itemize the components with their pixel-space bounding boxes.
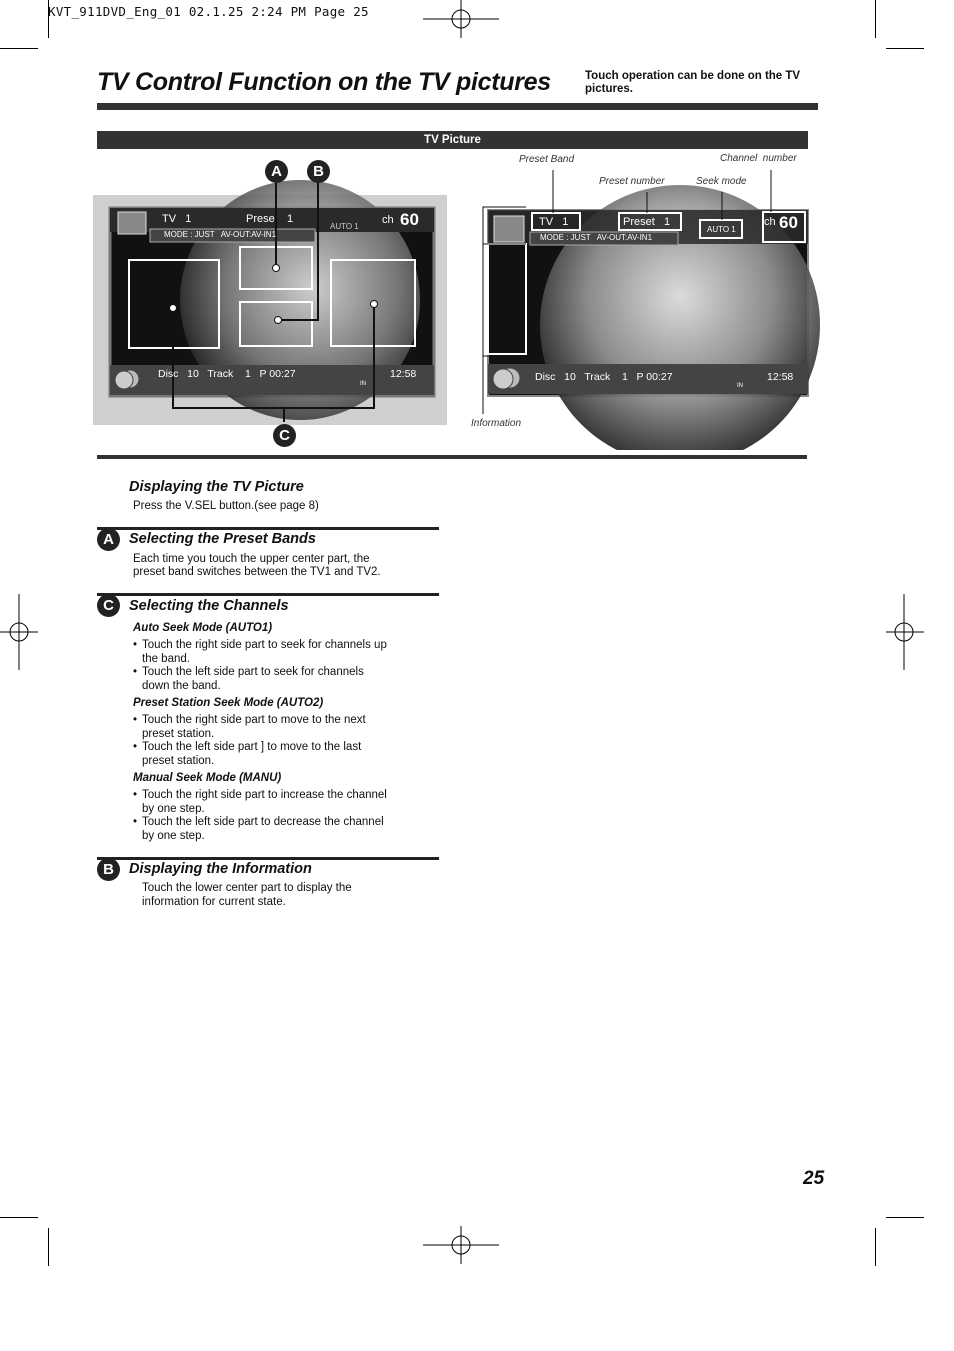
subheading-manu: Manual Seek Mode (MANU) [133, 772, 282, 784]
label-information: Information [471, 418, 522, 429]
right-ch: ch [764, 216, 776, 228]
left-info: Disc 10 Track 1 P 00:27 [158, 368, 296, 380]
bullet-auto2-2-cont: preset station. [142, 755, 215, 767]
bullet-auto1-1: • Touch the right side part to seek for channels up [133, 639, 387, 651]
right-preset: Preset 1 [623, 216, 671, 228]
badge-b: B [97, 858, 120, 881]
section-rule-info [97, 857, 439, 860]
bullet-manu-1: • Touch the right side part to increase the channel [133, 789, 387, 801]
bullet-manu-2-cont: by one step. [142, 830, 205, 842]
text-info-1: Touch the lower center part to display the [142, 882, 352, 894]
bullet-auto1-1-cont: the band. [142, 653, 190, 665]
right-mode: MODE : JUST AV-OUT:AV-IN1 [540, 233, 653, 242]
figure-rule [97, 455, 807, 459]
left-preset: Prese 1 [246, 213, 294, 225]
bullet-auto2-2: • Touch the left side part ] to move to the last [133, 741, 362, 753]
left-in: IN [360, 381, 366, 387]
bullet-auto1-2-cont: down the band. [142, 680, 221, 692]
section-rule-preset [97, 527, 439, 530]
print-header: KVT_911DVD_Eng_01 02.1.25 2:24 PM Page 25 [48, 4, 369, 19]
tv-figure [0, 150, 954, 450]
label-channel-number: Channel number [720, 153, 797, 164]
heading-selecting-channels: Selecting the Channels [129, 598, 289, 614]
left-tv-band: TV 1 [162, 213, 192, 225]
left-seek-mode: AUTO 1 [330, 222, 359, 231]
text-info-2: information for current state. [142, 896, 286, 908]
right-tv-band: TV 1 [539, 216, 569, 228]
bullet-auto1-2: • Touch the left side part to seek for channels [133, 666, 364, 678]
right-in: IN [737, 383, 743, 389]
figure-badge-a: A [265, 160, 288, 183]
title-rule [97, 103, 818, 110]
label-seek-mode: Seek mode [696, 176, 747, 187]
figure-band: TV Picture [97, 131, 808, 149]
bullet-auto2-1-cont: preset station. [142, 728, 215, 740]
subheading-auto1: Auto Seek Mode (AUTO1) [133, 622, 273, 634]
left-channel-number: 60 [400, 210, 419, 229]
text-displaying-tv-picture: Press the V.SEL button.(see page 8) [133, 500, 319, 512]
right-seek-mode: AUTO 1 [707, 225, 736, 234]
title-note: Touch operation can be done on the TV pictures. [585, 70, 801, 95]
text-preset-2: preset band switches between the TV1 and TV2. [133, 566, 381, 578]
figure-badge-b: B [307, 160, 330, 183]
heading-displaying-tv-picture: Displaying the TV Picture [129, 479, 304, 495]
right-info: Disc 10 Track 1 P 00:27 [535, 371, 673, 383]
bullet-manu-2: • Touch the left side part to decrease the channel [133, 816, 384, 828]
left-clock: 12:58 [390, 368, 417, 380]
right-clock: 12:58 [767, 371, 794, 383]
heading-displaying-information: Displaying the Information [129, 861, 312, 877]
left-mode: MODE : JUST AV-OUT:AV-IN1 [164, 230, 277, 239]
label-preset-number: Preset number [599, 176, 665, 187]
label-preset-band: Preset Band [519, 154, 575, 165]
badge-a: A [97, 528, 120, 551]
page-title: TV Control Function on the TV pictures [97, 68, 551, 96]
figure-badge-c: C [273, 424, 296, 447]
right-channel-number: 60 [779, 213, 798, 232]
text-preset-1: Each time you touch the upper center part, the [133, 553, 370, 565]
left-ch: ch [382, 214, 394, 226]
subheading-auto2: Preset Station Seek Mode (AUTO2) [133, 697, 324, 709]
section-rule-channels [97, 593, 439, 596]
heading-preset-bands: Selecting the Preset Bands [129, 531, 316, 547]
page-number: 25 [803, 1168, 825, 1189]
bullet-auto2-1: • Touch the right side part to move to the next [133, 714, 366, 726]
bullet-manu-1-cont: by one step. [142, 803, 205, 815]
badge-c: C [97, 594, 120, 617]
